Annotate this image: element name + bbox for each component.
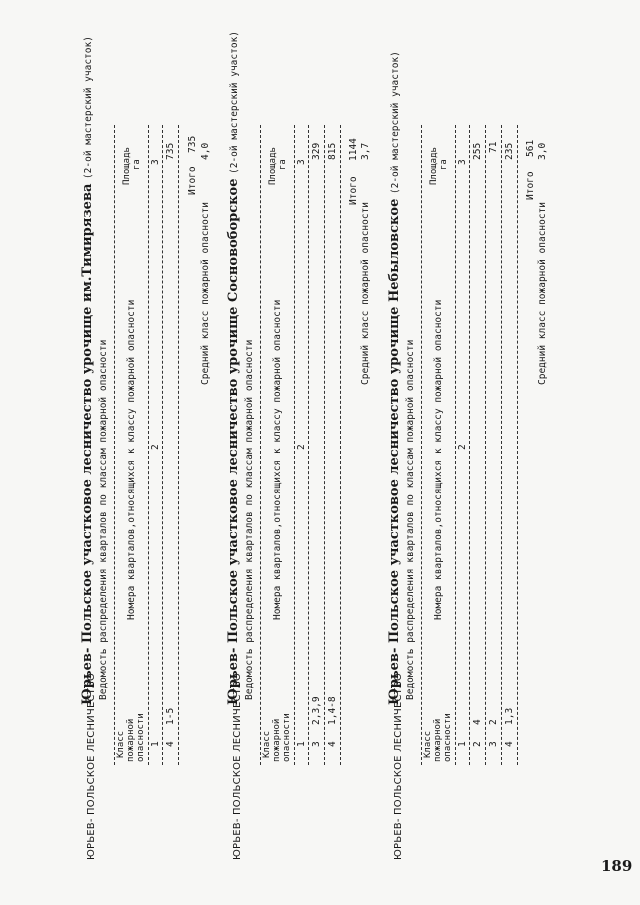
table-bottom-rule [340, 125, 341, 765]
header-rule [455, 125, 456, 765]
avg-value: 3,7 [360, 142, 371, 160]
row-quarters: 2 [488, 719, 499, 725]
row-quarters: 1-5 [165, 707, 176, 725]
header-class-2: пожарной [272, 718, 282, 762]
avg-label: Средний класс пожарной опасности [360, 201, 371, 385]
avg-value: 4,0 [200, 142, 211, 160]
header-class-3: опасности [282, 713, 292, 762]
row-rule [324, 125, 325, 765]
col-number-2: 2 [457, 444, 468, 450]
row-area: 71 [488, 141, 499, 153]
section-title: Юрьев- Польское участковое лесничество урочище им.Тимирязева (2-ой мастерский участок) [80, 36, 95, 705]
header-area: Площадь [122, 147, 132, 185]
row-area: 255 [472, 142, 483, 160]
row-quarters: 1,4-8 [327, 696, 338, 725]
row-area: 329 [311, 142, 322, 160]
row-area: 735 [165, 142, 176, 160]
header-class-1: Класс [116, 730, 126, 758]
total-label: Итого [525, 171, 536, 200]
header-rule [148, 125, 149, 765]
table-top-rule [421, 125, 422, 765]
row-class: 4 [504, 741, 515, 747]
col-number-1: 1 [457, 741, 468, 747]
header-area: Площадь [429, 147, 439, 185]
header-rule [294, 125, 295, 765]
total-label: Итого [348, 176, 359, 205]
header-class-2: пожарной [433, 718, 443, 762]
row-rule [501, 125, 502, 765]
row-quarters: 4 [472, 719, 483, 725]
row-quarters: 2,3,9 [311, 696, 322, 725]
header-class-3: опасности [136, 713, 146, 762]
row-area: 235 [504, 142, 515, 160]
col-number-3: 3 [457, 159, 468, 165]
row-area: 815 [327, 142, 338, 160]
row-class: 4 [327, 741, 338, 747]
header-class-1: Класс [423, 730, 433, 758]
header-quarters: Номера кварталов,относящихся к классу пожарной опасности [126, 299, 137, 620]
section-subtitle: Ведомость распределения кварталов по классам пожарной опасности [244, 339, 255, 700]
header-area-unit: га [439, 159, 449, 170]
row-quarters: 1,3 [504, 707, 515, 725]
org-name: ЮРЬЕВ- ПОЛЬСКОЕ ЛЕСНИЧЕСТВО [393, 672, 404, 860]
header-quarters: Номера кварталов,относящихся к классу пожарной опасности [272, 299, 283, 620]
org-name: ЮРЬЕВ- ПОЛЬСКОЕ ЛЕСНИЧЕСТВО [86, 672, 97, 860]
section-title: Юрьев- Польское участковое лесничество урочище Небыловское (2-ой мастерский участок) [387, 51, 402, 705]
org-name: ЮРЬЕВ- ПОЛЬСКОЕ ЛЕСНИЧЕСТВО [232, 672, 243, 860]
col-number-3: 3 [296, 159, 307, 165]
col-number-3: 3 [150, 159, 161, 165]
avg-label: Средний класс пожарной опасности [537, 201, 548, 385]
avg-label: Средний класс пожарной опасности [200, 201, 211, 385]
header-class-3: опасности [443, 713, 453, 762]
row-class: 2 [472, 741, 483, 747]
col-number-2: 2 [150, 444, 161, 450]
header-area-unit: га [132, 159, 142, 170]
colnum-rule [469, 125, 470, 765]
table-top-rule [260, 125, 261, 765]
header-quarters: Номера кварталов,относящихся к классу пожарной опасности [433, 299, 444, 620]
col-number-1: 1 [150, 741, 161, 747]
header-area: Площадь [268, 147, 278, 185]
row-class: 3 [311, 741, 322, 747]
page-number: 189 [601, 857, 633, 875]
header-area-unit: га [278, 159, 288, 170]
total-label: Итого [187, 166, 198, 195]
avg-value: 3,0 [537, 142, 548, 160]
total-value: 735 [187, 135, 198, 153]
section-title: Юрьев- Польское участковое лесничество урочище Сосновоборское (2-ой мастерский участок) [226, 31, 241, 705]
colnum-rule [308, 125, 309, 765]
section-subtitle: Ведомость распределения кварталов по классам пожарной опасности [98, 339, 109, 700]
table-bottom-rule [178, 125, 179, 765]
row-class: 3 [488, 741, 499, 747]
total-value: 1144 [348, 138, 359, 161]
header-class-1: Класс [262, 730, 272, 758]
table-bottom-rule [517, 125, 518, 765]
colnum-rule [162, 125, 163, 765]
col-number-1: 1 [296, 741, 307, 747]
table-top-rule [114, 125, 115, 765]
total-value: 561 [525, 139, 536, 157]
col-number-2: 2 [296, 444, 307, 450]
row-class: 4 [165, 741, 176, 747]
section-subtitle: Ведомость распределения кварталов по классам пожарной опасности [405, 339, 416, 700]
header-class-2: пожарной [126, 718, 136, 762]
row-rule [485, 125, 486, 765]
